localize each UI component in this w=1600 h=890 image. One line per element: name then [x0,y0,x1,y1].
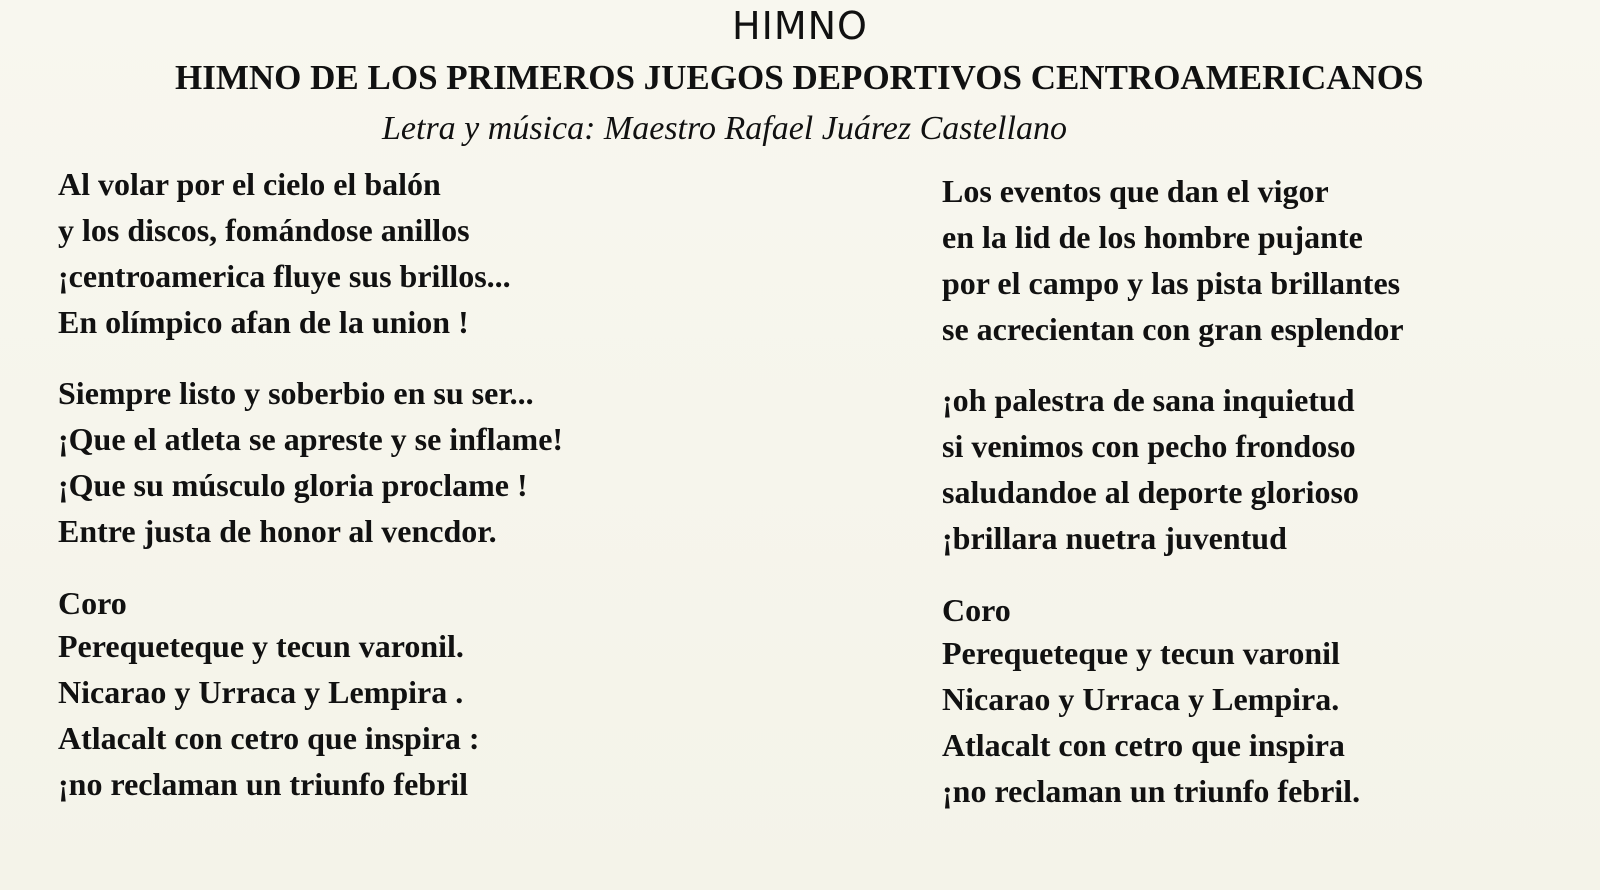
verse-line: Atlacalt con cetro que inspira : [58,720,480,756]
verse-line: Perequeteque y tecun varonil. [58,628,464,664]
document-title: HIMNO [732,4,868,48]
verse-line: Nicarao y Urraca y Lempira . [58,674,464,710]
verse-line: si venimos con pecho frondoso [942,428,1356,464]
right-coro [942,590,1404,818]
left-stanza-1 [58,165,563,349]
verse-line: Perequeteque y tecun varonil [942,635,1340,671]
verse-line: Nicarao y Urraca y Lempira. [942,681,1340,717]
left-coro [58,583,563,811]
verse-line: ¡centroamerica fluye sus brillos... [58,258,511,294]
hymn-credits: Letra y música: Maestro Rafael Juárez Castellano [382,110,1067,147]
verse-line: Atlacalt con cetro que inspira [942,727,1345,763]
verse-line: Siempre listo y soberbio en su ser... [58,375,534,411]
left-column [58,165,563,836]
coro-heading: Coro [942,592,1011,628]
verse-line: ¡Que el atleta se apreste y se inflame! [58,421,564,457]
right-stanza-2 [942,381,1404,565]
verse-line: ¡Que su músculo gloria proclame ! [58,467,528,503]
verse-line: Al volar por el cielo el balón [58,166,441,202]
verse-line: ¡no reclaman un triunfo febril. [942,773,1361,809]
verse-line: en la lid de los hombre pujante [942,219,1363,255]
verse-line: ¡brillara nuetra juventud [942,520,1287,556]
coro-heading: Coro [58,585,127,621]
left-stanza-2 [58,374,563,558]
verse-line: se acrecientan con gran esplendor [942,311,1404,347]
verse-line: por el campo y las pista brillantes [942,265,1401,301]
verse-line: y los discos, fomándose anillos [58,212,470,248]
hymn-title: HIMNO DE LOS PRIMEROS JUEGOS DEPORTIVOS CENTROAMERICANOS [175,58,1424,97]
verse-line: ¡no reclaman un triunfo febril [58,766,469,802]
right-column [942,172,1404,843]
verse-line: ¡oh palestra de sana inquietud [942,382,1355,418]
verse-line: Entre justa de honor al vencdor. [58,513,497,549]
verse-line: Los eventos que dan el vigor [942,173,1329,209]
right-stanza-1 [942,172,1404,356]
verse-line: En olímpico afan de la union ! [58,304,469,340]
verse-line: saludandoe al deporte glorioso [942,474,1359,510]
